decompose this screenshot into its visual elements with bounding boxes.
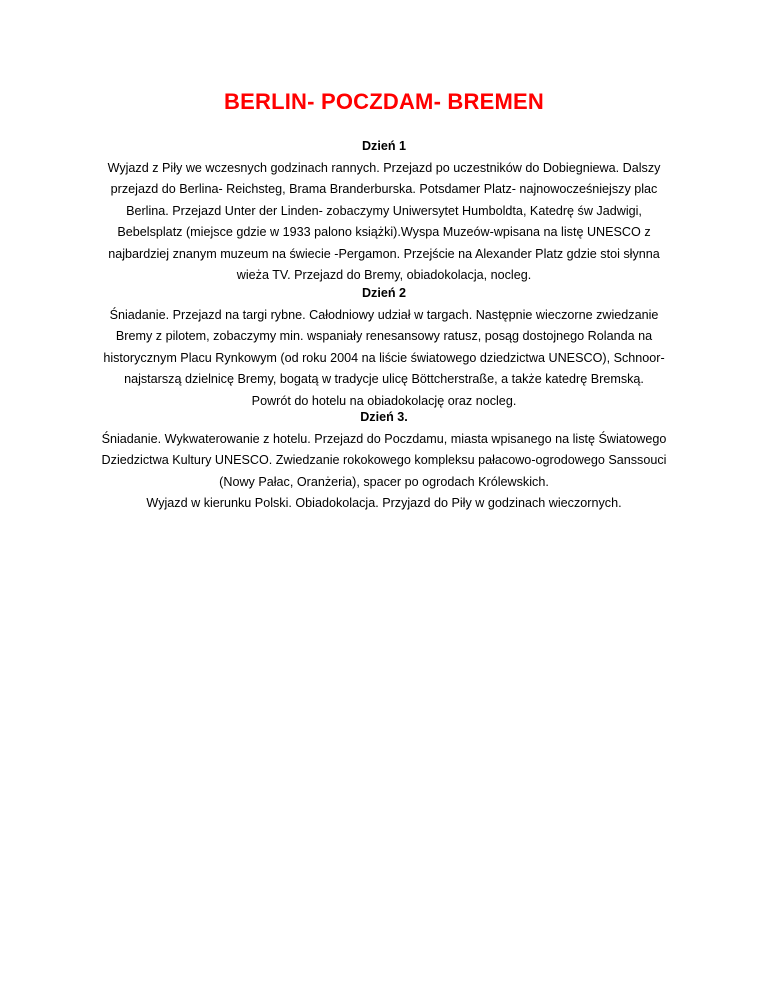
day-2-description xyxy=(72,305,696,413)
day-1-line-4: Bebelsplatz (miejsce gdzie w 1933 palono książki).Wyspa Muzeów-wpisana na listę UNESCO z xyxy=(117,225,651,239)
day-2-line-3: historycznym Placu Rynkowym (od roku 2004 na liście światowego dziedzictwa UNESCO), Schnoor- xyxy=(103,350,665,365)
day-3-description xyxy=(72,429,696,515)
day-2-line-2: Bremy z pilotem, zobaczymy min. wspaniały renesansowy ratusz, posąg dostojnego Rolanda na xyxy=(115,329,653,343)
day-3-line-4: Wyjazd w kierunku Polski. Obiadokolacja. Przyjazd do Piły w godzinach wieczornych. xyxy=(146,496,622,510)
day-1-line-2: przejazd do Berlina- Reichsteg, Brama Branderburska. Potsdamer Platz- najnowocześniejszy plac xyxy=(110,182,658,196)
day-2-line-5: Powrót do hotelu na obiadokolację oraz nocleg. xyxy=(251,393,517,408)
day-1-line-1: Wyjazd z Piły we wczesnych godzinach rannych. Przejazd po uczestników do Dobiegniewa. Dalszy xyxy=(107,160,661,175)
day-1-line-3: Berlina. Przejazd Unter der Linden- zobaczymy Uniwersytet Humboldta, Katedrę św Jadwigi, xyxy=(126,203,642,218)
day-2-heading: Dzień 2 xyxy=(361,286,407,300)
day-3-line-3: (Nowy Pałac, Oranżeria), spacer po ogrodach Królewskich. xyxy=(219,474,549,489)
day-3-line-2: Dziedzictwa Kultury UNESCO. Zwiedzanie rokokowego kompleksu pałacowo-ogrodowego Sanssouci xyxy=(101,453,667,467)
day-2-line-4: najstarszą dzielnicę Bremy, bogatą w tradycje ulicę Böttcherstraße, a także katedrę Bremską. xyxy=(124,372,644,386)
day-1-line-6: wieża TV. Przejazd do Bremy, obiadokolacja, nocleg. xyxy=(236,268,532,282)
day-2-section xyxy=(72,283,696,412)
day-1-line-5: najbardziej znanym muzeum na świecie -Pergamon. Przejście na Alexander Platz gdzie stoi słynna xyxy=(108,246,660,261)
day-1-description xyxy=(72,158,696,287)
day-3-heading: Dzień 3. xyxy=(360,410,408,424)
document-title: BERLIN- POCZDAM- BREMEN xyxy=(224,89,544,114)
day-2-line-1: Śniadanie. Przejazd na targi rybne. Całodniowy udział w targach. Następnie wieczorne zwiedzanie xyxy=(109,307,659,322)
day-3-section xyxy=(72,407,696,515)
day-1-heading: Dzień 1 xyxy=(361,139,407,153)
day-1-section xyxy=(72,136,696,287)
day-3-line-1: Śniadanie. Wykwaterowanie z hotelu. Przejazd do Poczdamu, miasta wpisanego na listę Światowego xyxy=(101,431,667,446)
